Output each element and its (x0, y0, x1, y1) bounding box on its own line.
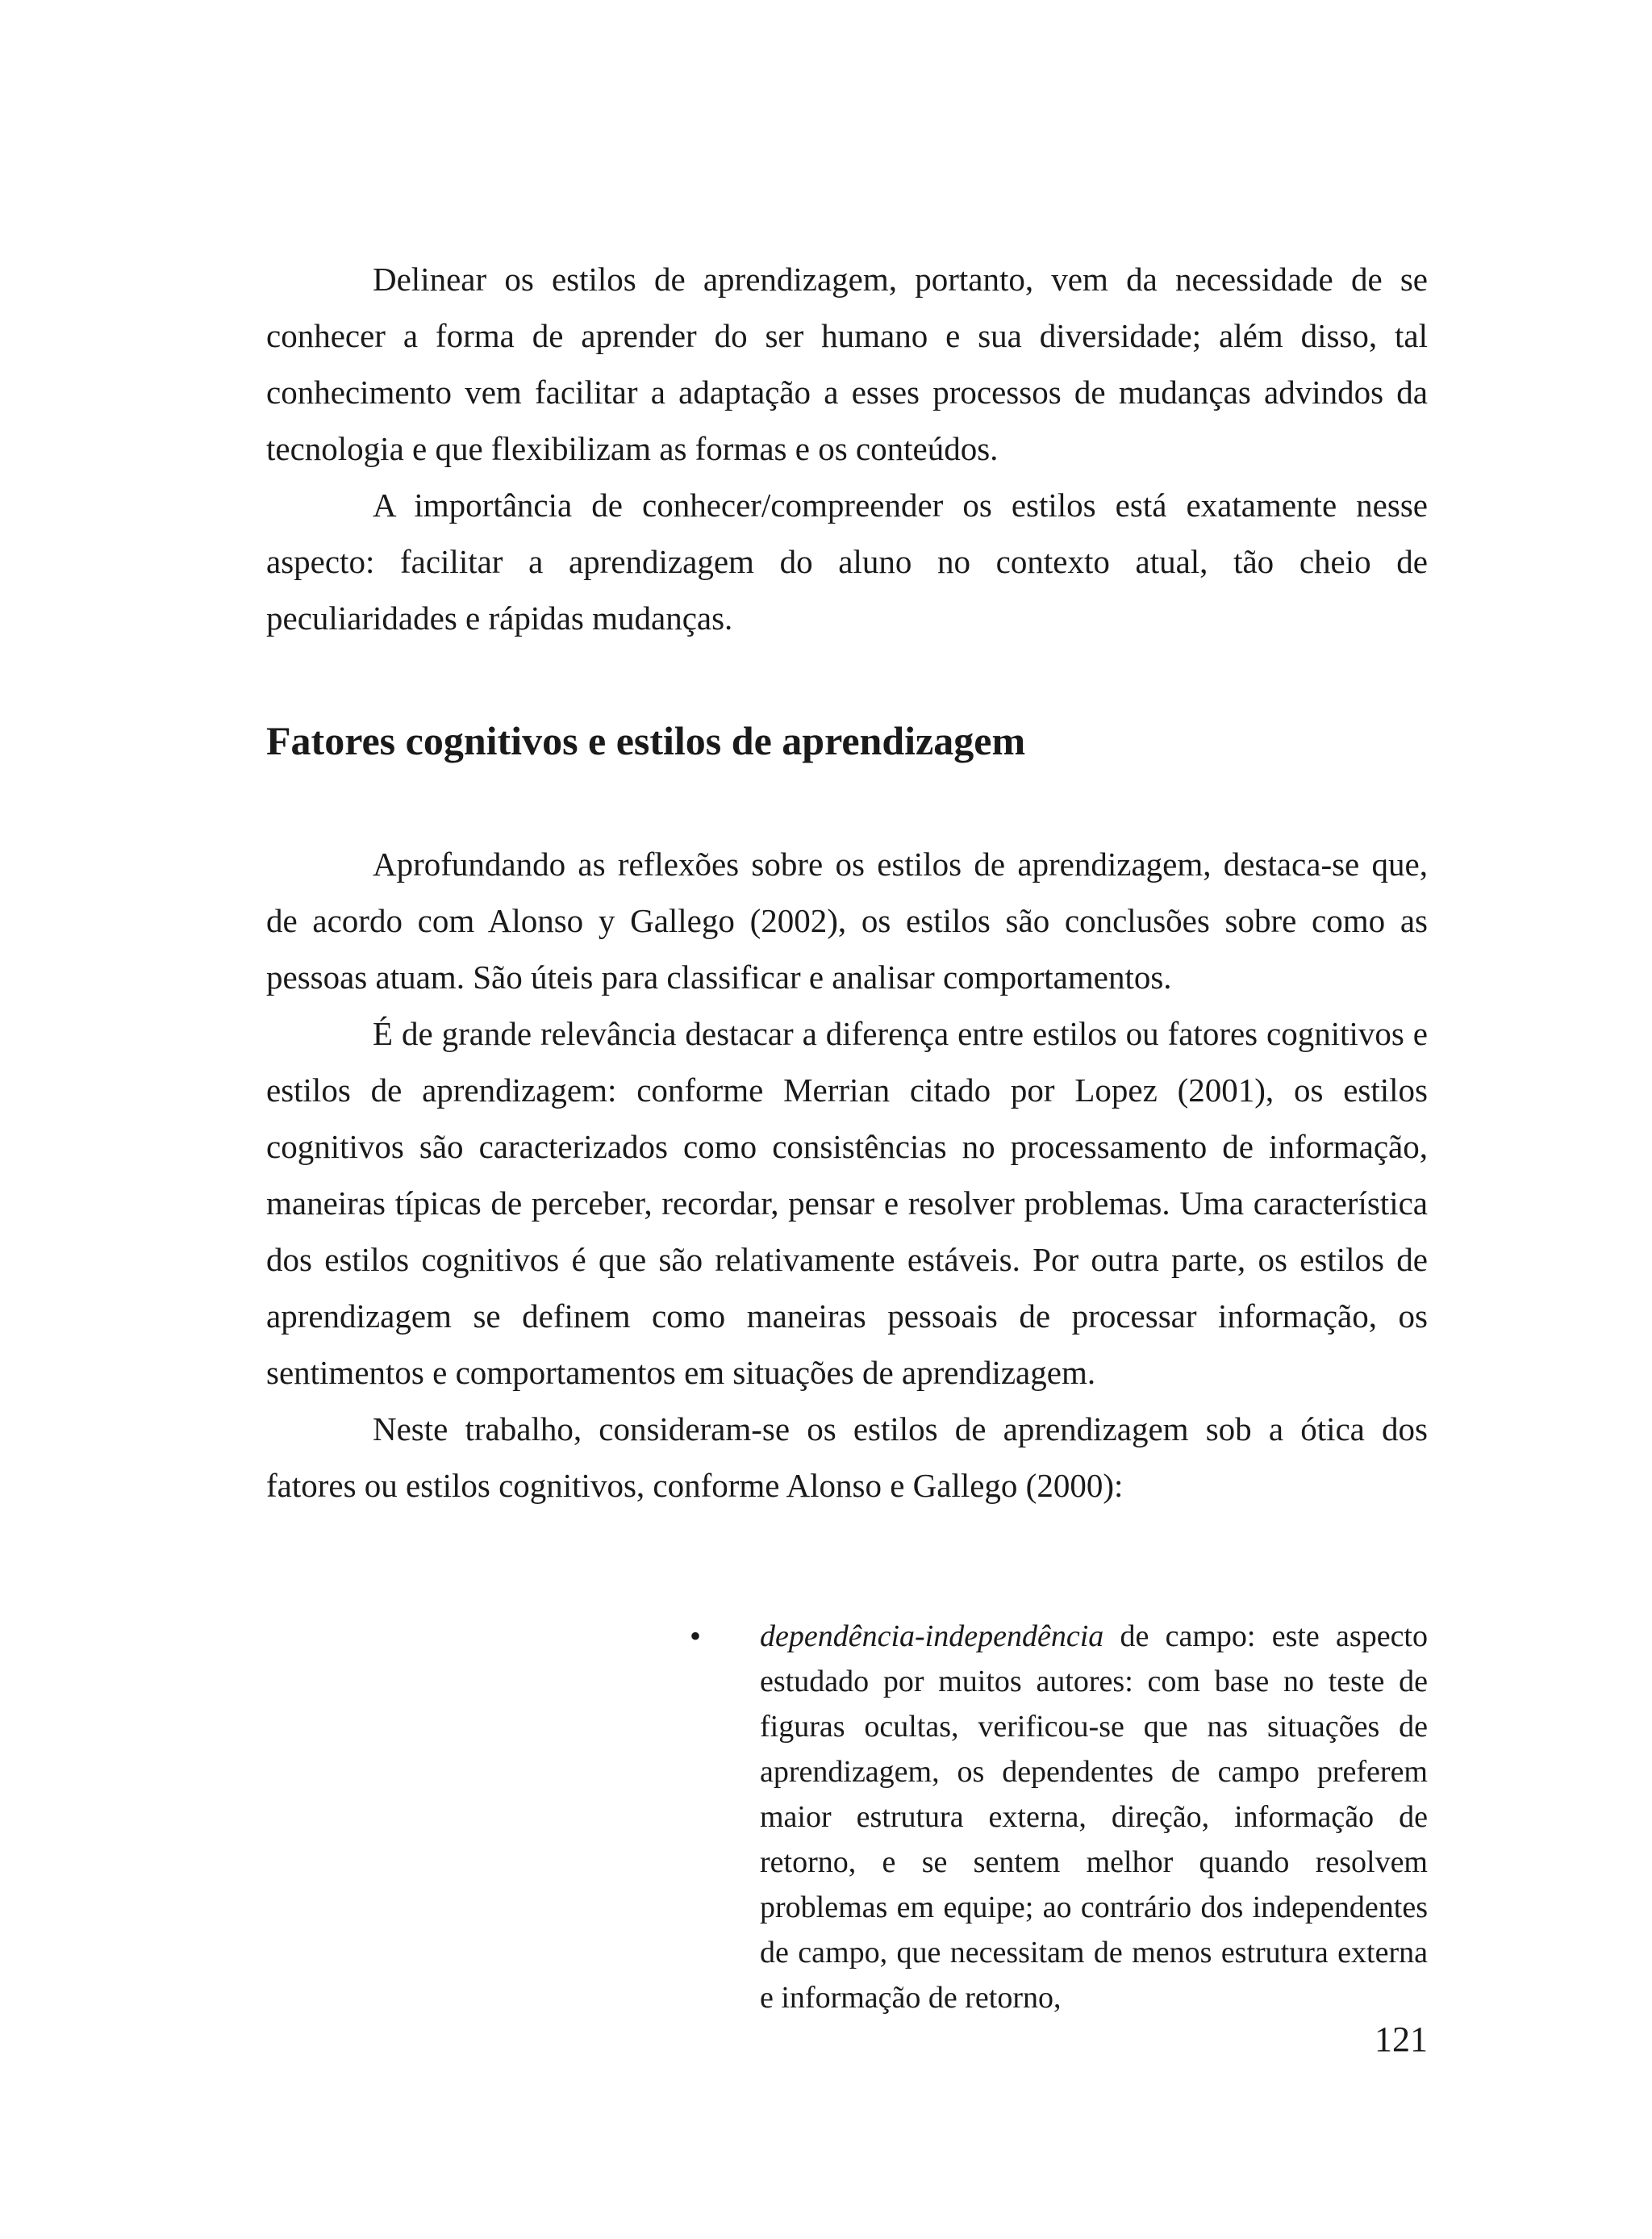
intro-text-block (266, 251, 1428, 646)
bullet-body: de campo: este aspecto estudado por muitos autores: com base no teste de figuras ocultas, verificou-se que nas situações de aprendizagem, os dependentes de campo preferem maior estrutura externa, direção, informação de retorno, e se sentem melhor quando resolvem problemas em equipe; ao contrário dos independentes de campo, que necessitam de menos estrutura externa e informação de retorno, (760, 1619, 1428, 2015)
bullet-list-item (690, 1614, 1428, 2020)
page-number: 121 (1375, 2020, 1428, 2059)
paragraph: Neste trabalho, consideram-se os estilos de aprendizagem sob a ótica dos fatores ou estilos cognitivos, conforme Alonso e Gallego (2000): (266, 1410, 1428, 1504)
paragraph: A importância de conhecer/compreender os estilos está exatamente nesse aspecto: facilitar a aprendizagem do aluno no contexto atual, tão cheio de peculiaridades e rápidas mudanças. (266, 487, 1428, 637)
section-heading: Fatores cognitivos e estilos de aprendizagem (266, 718, 1026, 763)
paragraph: Delinear os estilos de aprendizagem, portanto, vem da necessidade de se conhecer a forma de aprender do ser humano e sua diversidade; além disso, tal conhecimento vem facilitar a adaptação a esses processos de mudanças advindos da tecnologia e que flexibilizam as formas e os conteúdos. (266, 261, 1428, 467)
bullet-marker: • (690, 1618, 702, 1654)
paragraph: Aprofundando as reflexões sobre os estilos de aprendizagem, destaca-se que, de acordo com Alonso y Gallego (2002), os estilos são conclusões sobre como as pessoas atuam. São úteis para classificar e analisar comportamentos. (266, 846, 1428, 996)
bullet-term: dependência-independência (760, 1619, 1104, 1653)
section-text-block (266, 836, 1428, 1514)
paragraph: É de grande relevância destacar a diferença entre estilos ou fatores cognitivos e estilos de aprendizagem: conforme Merrian citado por Lopez (2001), os estilos cognitivos são caracterizados como consistências no processamento de informação, maneiras típicas de perceber, recordar, pensar e resolver problemas. Uma característica dos estilos cognitivos é que são relativamente estáveis. Por outra parte, os estilos de aprendizagem se definem como maneiras pessoais de processar informação, os sentimentos e comportamentos em situações de aprendizagem. (266, 1015, 1428, 1391)
bullet-text (760, 1614, 1428, 2020)
